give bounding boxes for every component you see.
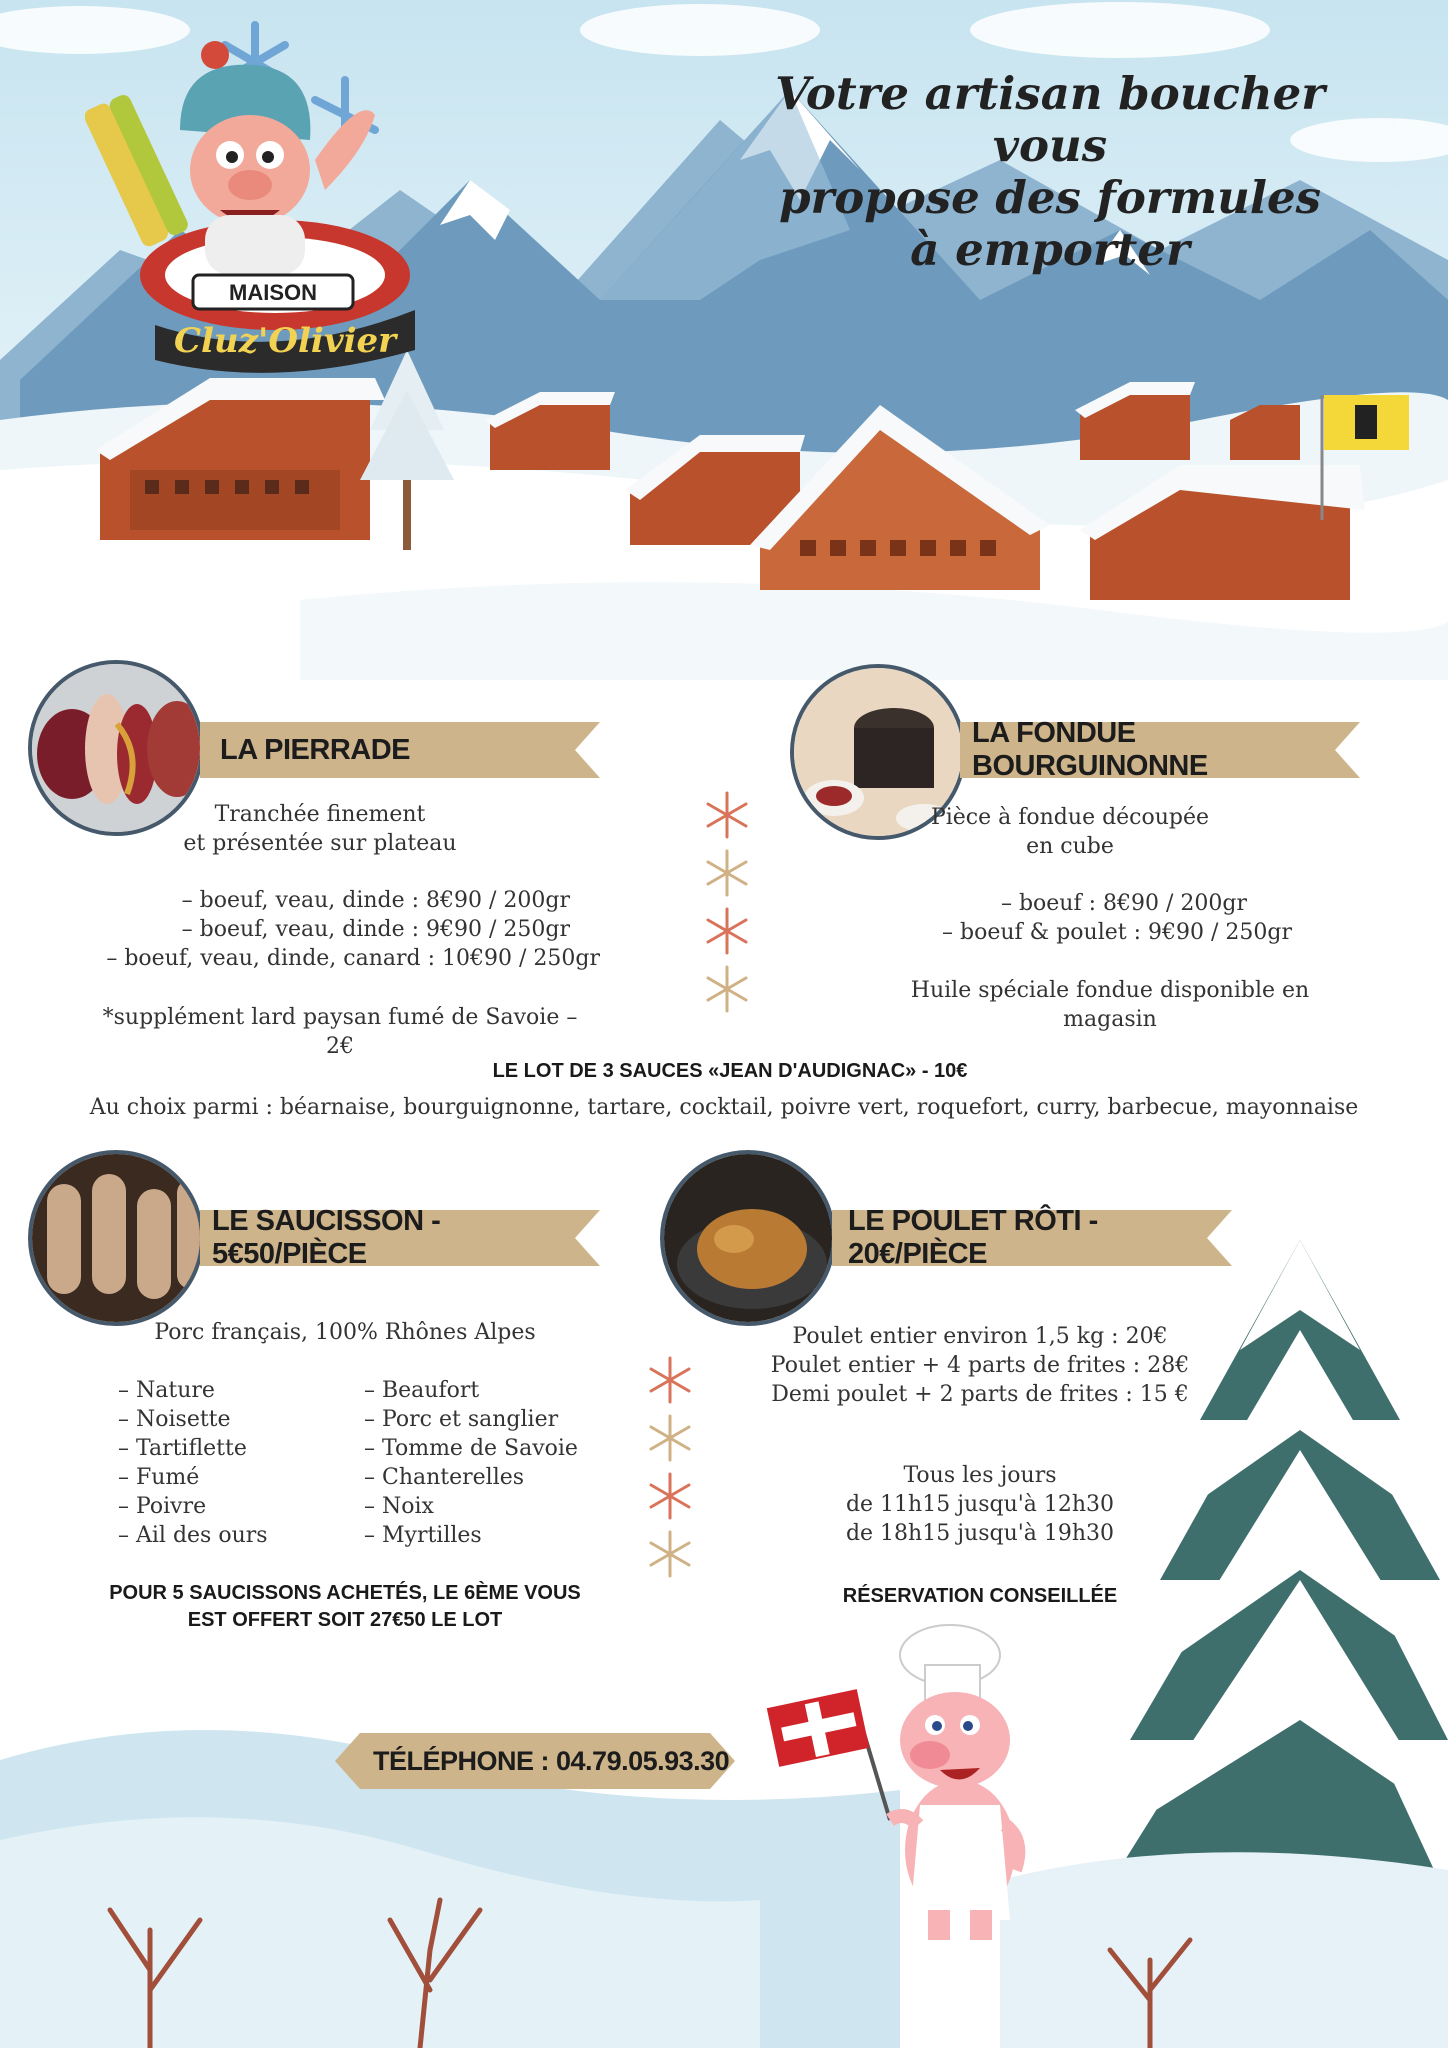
fondue-description (900, 803, 1240, 861)
snowflake-column-bottom (645, 1355, 695, 1585)
poulet-title-ribbon (832, 1205, 1232, 1270)
poulet-title: LE POULET RÔTI - 20€/PIÈCE (848, 1205, 1098, 1270)
fondue-note: Huile spéciale fondue disponible en magasin (910, 978, 1310, 1032)
roast-chicken-icon (664, 1154, 836, 1326)
saucisson-description: Porc français, 100% Rhônes Alpes (154, 1320, 536, 1345)
fondue-price-1: – boeuf : 8€90 / 200gr (1000, 891, 1247, 916)
saucisson-flavor: – Myrtilles (364, 1523, 482, 1548)
headline (740, 68, 1360, 276)
fondue-title-ribbon (960, 717, 1360, 782)
pierrade-note: *supplément lard paysan fumé de Savoie – 2€ (102, 1005, 578, 1059)
chef-pig-with-savoy-flag-icon (760, 1620, 1060, 1950)
fondue-desc-line-2: en cube (1026, 834, 1114, 859)
saucisson-flavor: – Porc et sanglier (364, 1407, 559, 1432)
snowflake-column-top (702, 790, 752, 1020)
reservation-note: RÉSERVATION CONSEILLÉE (842, 1585, 1118, 1607)
phone-number[interactable]: TÉLÉPHONE : 04.79.05.93.30 (373, 1745, 730, 1776)
poulet-hours-line-2: de 11h15 jusqu'à 12h30 (845, 1492, 1115, 1517)
saucisson-offer (100, 1580, 590, 1634)
fondue-desc-line-1: Pièce à fondue découpée (930, 805, 1210, 830)
brand-maison-text: MAISON (229, 280, 317, 305)
snowflake-icon (708, 967, 746, 1011)
chef-pig-mascot (760, 1620, 1060, 1950)
sauces-title: LE LOT DE 3 SAUCES «JEAN D'AUDIGNAC» - 10€ (492, 1060, 968, 1082)
sauces-choices: Au choix parmi : béarnaise, bourguignonne, tartare, cocktail, poivre vert, roquefort, curry, barbecue, mayonnaise (89, 1095, 1359, 1120)
poulet-hours (820, 1461, 1140, 1548)
saucisson-flavors-col-1 (118, 1376, 338, 1550)
saucisson-flavor: – Noix (364, 1494, 434, 1519)
snowflake-icon (651, 1474, 689, 1518)
headline-line-1: Votre artisan boucher vous (775, 67, 1325, 172)
brand-logo (85, 20, 445, 380)
saucisson-title: LE SAUCISSON - 5€50/PIÈCE (212, 1205, 441, 1270)
saucisson-flavor: – Tomme de Savoie (364, 1436, 578, 1461)
poulet-photo (660, 1150, 836, 1326)
poulet-price-2: Poulet entier + 4 parts de frites : 28€ (770, 1353, 1190, 1378)
pierrade-price-list (80, 886, 600, 973)
snowflake-icon (651, 1358, 689, 1402)
saucisson-flavor: – Poivre (118, 1494, 207, 1519)
snowflake-icon (708, 909, 746, 953)
poulet-price-3: Demi poulet + 2 parts de frites : 15 € (771, 1382, 1189, 1407)
pierrade-desc-line-1: Tranchée finement (214, 802, 426, 827)
hanging-sausages-icon (32, 1154, 204, 1326)
saucisson-flavor: – Noisette (118, 1407, 231, 1432)
pierrade-price-1: – boeuf, veau, dinde : 8€90 / 200gr (181, 888, 570, 913)
saucisson-offer-line-2: EST OFFERT SOIT 27€50 LE LOT (187, 1609, 503, 1631)
saucisson-photo (28, 1150, 204, 1326)
snowflake-icon (708, 851, 746, 895)
pig-mascot-skier-icon (85, 20, 445, 380)
poulet-hours-line-1: Tous les jours (903, 1463, 1057, 1488)
saucisson-flavor: – Beaufort (364, 1378, 480, 1403)
pierrade-desc-line-2: et présentée sur plateau (183, 831, 457, 856)
poulet-price-1: Poulet entier environ 1,5 kg : 20€ (792, 1324, 1168, 1349)
headline-line-2: propose des formules (779, 171, 1321, 224)
brand-name-text: Cluz'Olivier (173, 321, 397, 361)
pierrade-title-ribbon (200, 722, 600, 778)
saucisson-offer-line-1: POUR 5 SAUCISSONS ACHETÉS, LE 6ÈME VOUS (109, 1582, 581, 1604)
pierrade-price-3: – boeuf, veau, dinde, canard : 10€90 / 250gr (106, 946, 600, 971)
pierrade-price-2: – boeuf, veau, dinde : 9€90 / 250gr (181, 917, 570, 942)
saucisson-flavor: – Tartiflette (118, 1436, 247, 1461)
snowflake-icon (651, 1532, 689, 1576)
saucisson-flavor: – Nature (118, 1378, 215, 1403)
phone-ribbon (335, 1733, 735, 1789)
saucisson-flavors-col-2 (364, 1376, 604, 1550)
pierrade-description (160, 800, 480, 858)
poulet-hours-line-3: de 18h15 jusqu'à 19h30 (845, 1521, 1115, 1546)
pierrade-title: LA PIERRADE (220, 733, 410, 766)
fondue-price-2: – boeuf & poulet : 9€90 / 250gr (942, 920, 1292, 945)
poulet-price-list (740, 1322, 1220, 1409)
saucisson-title-ribbon (200, 1205, 600, 1270)
saucisson-flavor: – Fumé (118, 1465, 200, 1490)
saucisson-flavor: – Ail des ours (118, 1523, 268, 1548)
snowflake-icon (651, 1416, 689, 1460)
fondue-price-list (900, 889, 1300, 947)
snowflake-icon (708, 793, 746, 837)
headline-line-3: à emporter (910, 223, 1190, 276)
saucisson-flavor: – Chanterelles (364, 1465, 525, 1490)
fondue-title: LA FONDUE BOURGUINONNE (972, 717, 1208, 782)
